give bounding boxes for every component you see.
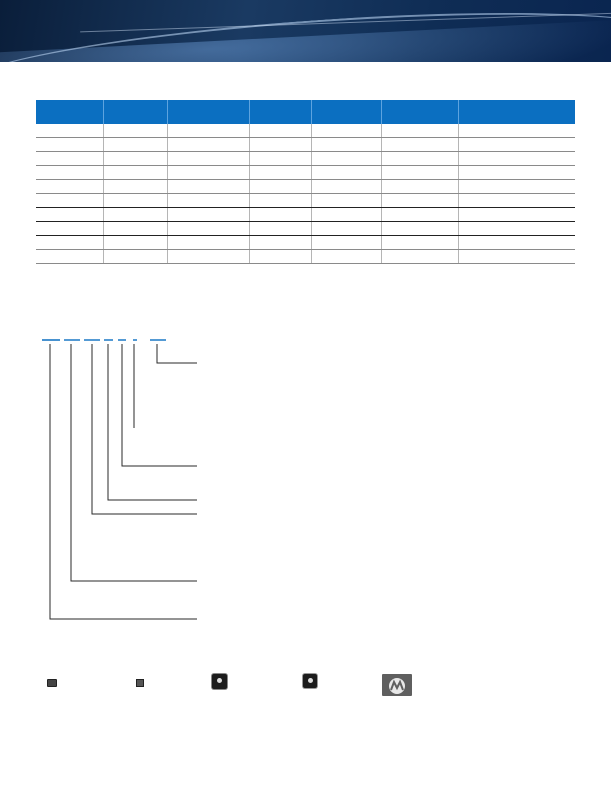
table-cell xyxy=(311,138,381,152)
table-cell xyxy=(167,152,249,166)
table-cell xyxy=(249,222,311,236)
microchip-logo-icon xyxy=(382,674,412,696)
table-cell xyxy=(103,236,167,250)
table-cell xyxy=(167,194,249,208)
table-cell xyxy=(249,194,311,208)
table-cell xyxy=(458,208,575,222)
table-cell xyxy=(249,152,311,166)
table-cell xyxy=(167,250,249,264)
header-banner xyxy=(0,0,611,62)
table-cell xyxy=(311,180,381,194)
table-cell xyxy=(381,152,458,166)
callout-line xyxy=(71,344,197,581)
table-cell xyxy=(458,236,575,250)
table-cell xyxy=(311,222,381,236)
table-cell xyxy=(249,124,311,138)
package-icon xyxy=(136,679,144,687)
table-cell xyxy=(167,208,249,222)
table-cell xyxy=(458,138,575,152)
table-cell xyxy=(36,152,103,166)
table-cell xyxy=(381,208,458,222)
column-header xyxy=(249,100,311,124)
table-cell xyxy=(103,166,167,180)
table-cell xyxy=(311,166,381,180)
table-cell xyxy=(311,250,381,264)
column-header xyxy=(36,100,103,124)
table-cell xyxy=(167,124,249,138)
table-row xyxy=(36,124,575,138)
table-cell xyxy=(103,152,167,166)
table-cell xyxy=(103,222,167,236)
table-cell xyxy=(381,236,458,250)
table-cell xyxy=(381,180,458,194)
table-cell xyxy=(167,138,249,152)
table-cell xyxy=(249,166,311,180)
chip-package-icon xyxy=(303,674,317,688)
table-cell xyxy=(249,138,311,152)
table-cell xyxy=(381,250,458,264)
table-cell xyxy=(458,194,575,208)
table-cell xyxy=(381,222,458,236)
table-cell xyxy=(249,208,311,222)
table-row xyxy=(36,152,575,166)
column-header xyxy=(167,100,249,124)
callout-line xyxy=(122,344,197,466)
column-header xyxy=(103,100,167,124)
column-header xyxy=(311,100,381,124)
table-row xyxy=(36,236,575,250)
table-cell xyxy=(103,194,167,208)
table-cell xyxy=(103,138,167,152)
table-cell xyxy=(36,180,103,194)
table-cell xyxy=(249,180,311,194)
callout-line xyxy=(157,344,197,363)
table-row xyxy=(36,194,575,208)
table-row xyxy=(36,222,575,236)
table-cell xyxy=(36,208,103,222)
table-cell xyxy=(167,180,249,194)
table-row xyxy=(36,180,575,194)
table-cell xyxy=(458,250,575,264)
table-header-row xyxy=(36,100,575,124)
callout-line xyxy=(92,344,197,514)
table-cell xyxy=(36,124,103,138)
table-cell xyxy=(458,222,575,236)
table-row xyxy=(36,138,575,152)
product-table xyxy=(36,100,575,264)
table-cell xyxy=(167,222,249,236)
table-row xyxy=(36,208,575,222)
table-cell xyxy=(311,152,381,166)
callout-line xyxy=(108,344,197,500)
table-cell xyxy=(311,194,381,208)
table-cell xyxy=(311,208,381,222)
table-cell xyxy=(103,180,167,194)
table-cell xyxy=(36,236,103,250)
table-row xyxy=(36,166,575,180)
column-header xyxy=(381,100,458,124)
table-cell xyxy=(103,250,167,264)
table-cell xyxy=(458,124,575,138)
table-cell xyxy=(36,166,103,180)
table-cell xyxy=(36,194,103,208)
callout-lines xyxy=(50,344,197,619)
table-cell xyxy=(311,124,381,138)
chip-package-icon xyxy=(212,674,227,689)
table-cell xyxy=(381,138,458,152)
table-cell xyxy=(381,124,458,138)
table-cell xyxy=(103,124,167,138)
table-cell xyxy=(249,236,311,250)
table-cell xyxy=(458,152,575,166)
callout-line xyxy=(50,344,197,619)
column-header xyxy=(458,100,575,124)
package-icon xyxy=(47,679,57,687)
table-cell xyxy=(167,166,249,180)
table-cell xyxy=(458,166,575,180)
table-cell xyxy=(167,236,249,250)
table-cell xyxy=(36,250,103,264)
table-row xyxy=(36,250,575,264)
table-cell xyxy=(381,166,458,180)
table-cell xyxy=(458,180,575,194)
table-cell xyxy=(36,138,103,152)
table-cell xyxy=(381,194,458,208)
table-cell xyxy=(103,208,167,222)
table-cell xyxy=(249,250,311,264)
table-cell xyxy=(311,236,381,250)
table-cell xyxy=(36,222,103,236)
